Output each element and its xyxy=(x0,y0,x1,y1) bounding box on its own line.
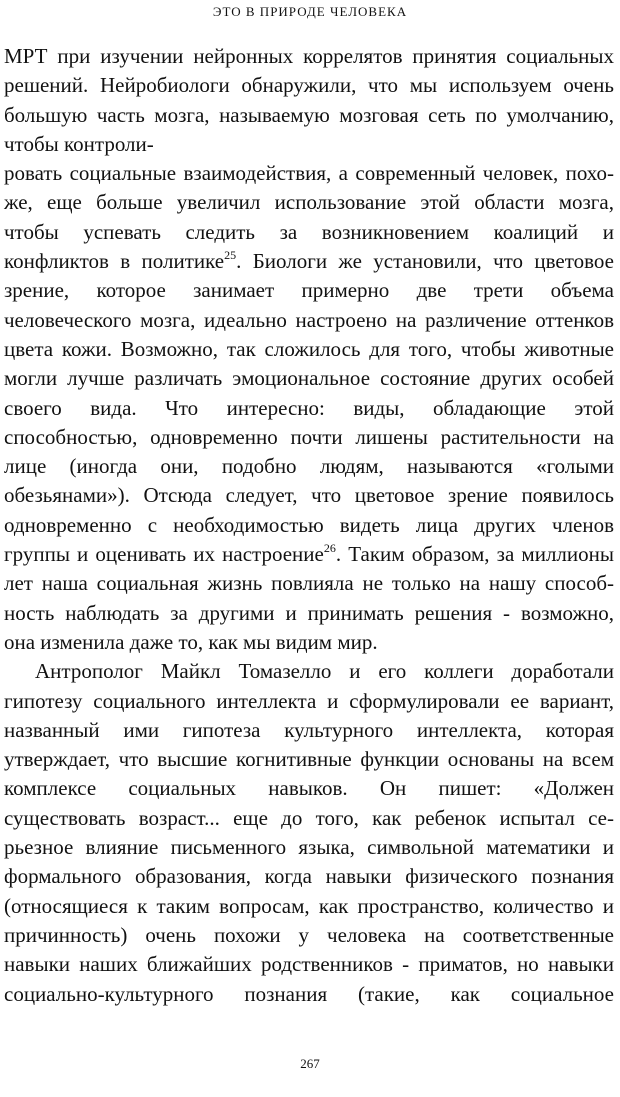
line-text: социально-культурного познания (такие, как социальное xyxy=(4,981,614,1006)
text-line xyxy=(4,774,614,803)
line-text: гипотезу социального интеллекта и сформулировали ее вариант, xyxy=(4,688,614,713)
text-line xyxy=(4,833,614,862)
text-line xyxy=(4,921,614,950)
text-line xyxy=(4,745,614,774)
text-line xyxy=(4,335,614,364)
line-text: группы и оценивать их настроение xyxy=(4,542,324,567)
line-text: решений. Нейробиологи обнаружили, что мы используем очень xyxy=(4,73,614,98)
text-line xyxy=(4,657,614,686)
line-text: человеческого мозга, идеально настроено на различение оттенков xyxy=(4,307,614,332)
line-text: ровать социальные взаимодействия, а современный человек, похо- xyxy=(4,161,614,186)
footnote-marker: 25 xyxy=(224,248,237,263)
line-text: чтобы успевать следить за возникновением коалиций и xyxy=(4,219,614,244)
text-line xyxy=(4,687,614,716)
body-text xyxy=(4,42,614,1009)
text-line xyxy=(4,716,614,745)
line-text: конфликтов в политике xyxy=(4,249,225,274)
text-line xyxy=(4,101,614,130)
running-header: ЭТО В ПРИРОДЕ ЧЕЛОВЕКА xyxy=(212,4,408,19)
line-text: цвета кожи. Возможно, так сложилось для того, чтобы животные xyxy=(4,336,614,361)
text-line xyxy=(4,481,614,510)
text-line xyxy=(4,394,614,423)
line-text: способностью, одновременно почти лишены растительности на xyxy=(4,424,614,449)
text-line xyxy=(4,364,614,393)
line-text: лет наша социальная жизнь повлияла не только на нашу способ- xyxy=(4,571,614,596)
text-line xyxy=(4,540,614,569)
line-text: лице (иногда они, подобно людям, называются «голыми xyxy=(4,454,614,479)
line-text: Антрополог Майкл Томазелло и его коллеги доработали xyxy=(35,659,614,684)
line-text: комплексе социальных навыков. Он пишет: «Должен xyxy=(4,776,614,801)
line-text: одновременно с необходимостью видеть лица других членов xyxy=(4,512,614,537)
line-text: (относящиеся к таким вопросам, как пространство, количество и xyxy=(4,893,614,918)
line-text: существовать возраст... еще до того, как ребенок испытал се- xyxy=(4,805,614,830)
line-text: ность наблюдать за другими и принимать решения - возможно, xyxy=(4,600,614,625)
line-text: обезьянами»). Отсюда следует, что цветовое зрение появилось xyxy=(4,483,614,508)
line-text: зрение, которое занимает примерно две трети объема xyxy=(4,278,614,303)
text-line xyxy=(4,892,614,921)
line-text: МРТ при изучении нейронных коррелятов принятия социальных xyxy=(4,44,614,68)
text-line xyxy=(4,862,614,891)
line-text: большую часть мозга, называемую мозговая сеть по умолчанию, xyxy=(4,102,614,127)
footnote-marker: 26 xyxy=(323,541,336,556)
text-line xyxy=(4,276,614,305)
text-line xyxy=(4,423,614,452)
line-text: она изменила даже то, как мы видим мир. xyxy=(4,629,378,654)
line-text: могли лучше различать эмоциональное состояние других особей xyxy=(4,366,614,391)
text-line xyxy=(4,306,614,335)
text-line xyxy=(4,980,614,1009)
text-line xyxy=(4,628,614,657)
page-number: 267 xyxy=(300,1056,320,1071)
text-line xyxy=(4,71,614,100)
text-line xyxy=(4,950,614,979)
line-text: своего вида. Что интересно: виды, обладающие этой xyxy=(4,395,614,420)
line-text: чтобы контроли- xyxy=(4,131,154,156)
line-text: формального образования, когда навыки физического познания xyxy=(4,864,614,889)
text-line xyxy=(4,188,614,217)
line-text: причинность) очень похожи у человека на соответственные xyxy=(4,922,614,947)
line-text: утверждает, что высшие когнитивные функции основаны на всем xyxy=(4,747,614,772)
line-text-continued: . Таким образом, за миллионы xyxy=(335,542,614,567)
text-line xyxy=(4,42,614,71)
text-line xyxy=(4,130,614,159)
line-text-continued: . Биологи же установили, что цветовое xyxy=(236,249,614,274)
line-text: навыки наших ближайших родственников - приматов, но навыки xyxy=(4,952,614,977)
line-text: рьезное влияние письменного языка, символьной математики и xyxy=(4,835,614,860)
text-line xyxy=(4,247,614,276)
text-line xyxy=(4,804,614,833)
text-line xyxy=(4,569,614,598)
text-line xyxy=(4,452,614,481)
text-line xyxy=(4,159,614,188)
line-text: же, еще больше увеличил использование этой области мозга, xyxy=(4,190,614,215)
text-line xyxy=(4,599,614,628)
text-line xyxy=(4,511,614,540)
line-text: названный ими гипотеза культурного интеллекта, которая xyxy=(4,717,614,742)
text-line xyxy=(4,218,614,247)
